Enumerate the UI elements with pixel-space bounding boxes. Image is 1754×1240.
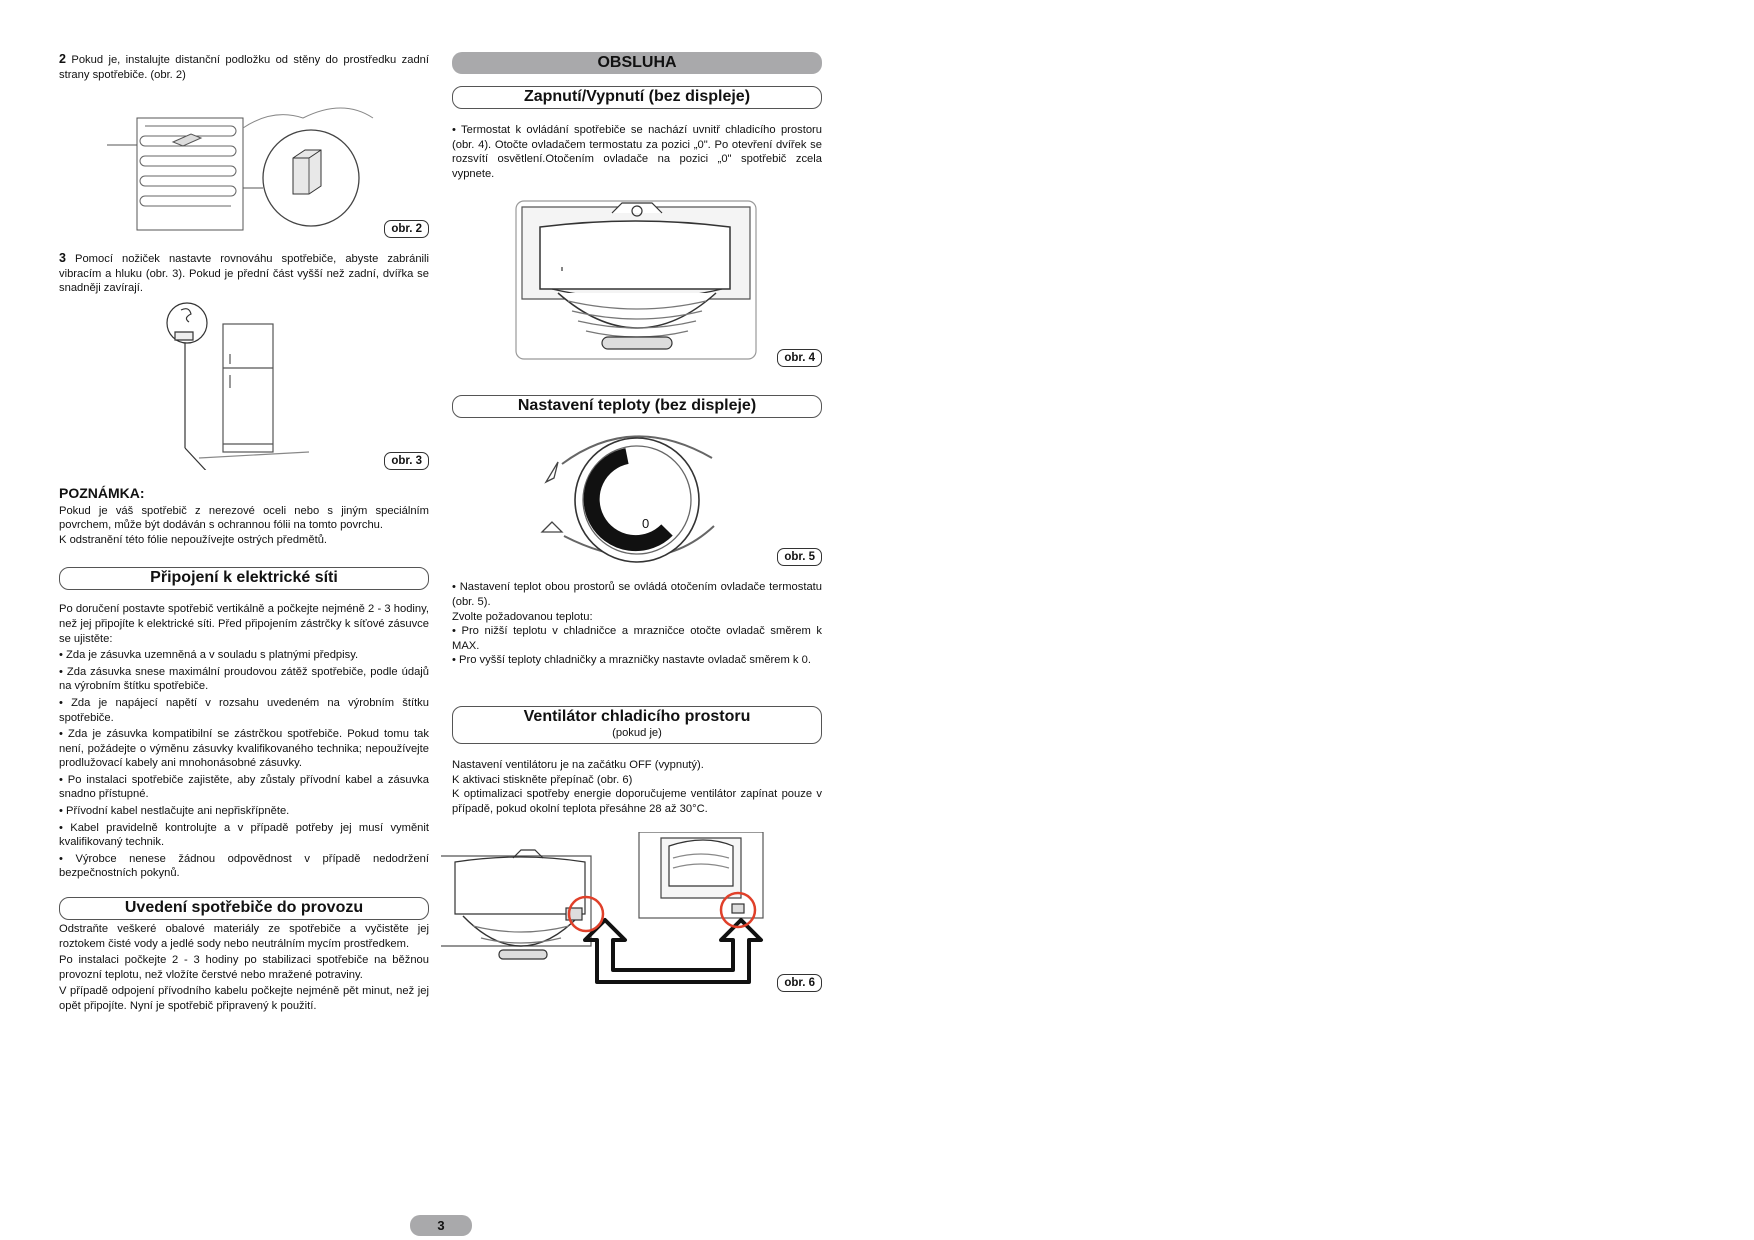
left-column (59, 52, 429, 1016)
fan-heading-sub: (pokud je) (612, 726, 662, 739)
thermostat-housing-illustration (452, 197, 822, 367)
figure-2-label: obr. 2 (384, 220, 429, 238)
note-title: POZNÁMKA: (59, 484, 145, 501)
electric-heading: Připojení k elektrické síti (59, 567, 429, 590)
electric-item: • Výrobce nenese žádnou odpovědnost v případě nedodržení bezpečnostních pokynů. (59, 852, 429, 880)
spacer-illustration (59, 88, 429, 238)
leveling-feet-illustration (59, 300, 429, 470)
fan-line-1: Nastavení ventilátoru je na začátku OFF (vypnutý). (452, 758, 704, 771)
temp-line-3: • Pro nižší teplotu v chladničce a mrazničce otočte ovladač směrem k MAX. (452, 625, 822, 652)
figure-6 (441, 832, 822, 992)
fan-heading (452, 706, 822, 744)
electric-item: • Kabel pravidelně kontrolujte a v případě potřeby jej musí vyměnit kvalifikovaný technik. (59, 821, 429, 849)
thermostat-dial-illustration (452, 426, 822, 566)
electric-item: • Přívodní kabel nestlačujte ani nepřiskřípněte. (59, 805, 290, 818)
startup-p3: V případě odpojení přívodního kabelu počkejte nejméně pět minut, než jej opět připojíte. Nyní je spotřebič připravený k použití. (59, 985, 429, 1012)
electric-section (59, 602, 429, 881)
temp-line-2: Zvolte požadovanou teplotu: (452, 610, 593, 623)
fan-switch-illustration (441, 832, 822, 992)
obsluha-heading: OBSLUHA (452, 52, 822, 74)
figure-3-label: obr. 3 (384, 452, 429, 470)
electric-item: • Zda zásuvka snese maximální proudovou zátěž spotřebiče, podle údajů na výrobním štítku spotřebiče. (59, 665, 429, 693)
startup-p2: Po instalaci počkejte 2 - 3 hodiny po stabilizaci spotřebiče na běžnou provozní teplotu, než vložíte čerstvé nebo mražené potraviny. (59, 954, 429, 981)
electric-item: • Po instalaci spotřebiče zajistěte, aby zůstaly přívodní kabel a zásuvka snadno přístupné. (59, 773, 429, 801)
step3-number: 3 (59, 251, 66, 266)
temp-line-1: • Nastavení teplot obou prostorů se ovládá otočením ovladače termostatu (obr. 5). (452, 581, 822, 608)
figure-5-label: obr. 5 (777, 548, 822, 566)
figure-6-label: obr. 6 (777, 974, 822, 992)
page-number: 3 (410, 1215, 472, 1236)
electric-item: • Zda je zásuvka uzemněná a v souladu s platnými předpisy. (59, 649, 359, 662)
step2-body: Pokud je, instalujte distanční podložku od stěny do prostředku zadní strany spotřebiče. (obr. 2) (59, 54, 430, 81)
onoff-heading: Zapnutí/Vypnutí (bez displeje) (452, 86, 822, 109)
electric-item: • Zda je napájecí napětí v rozsahu uvedeném na výrobním štítku spotřebiče. (59, 696, 429, 724)
right-column (452, 52, 822, 992)
fan-heading-title: Ventilátor chladicího prostoru (523, 707, 751, 725)
startup-p1: Odstraňte veškeré obalové materiály ze spotřebiče a vyčistěte jej roztokem čisté vody a jedlé sody nebo neutrálním mycím prostředkem. (59, 923, 429, 950)
fan-line-3: K optimalizaci spotřeby energie doporučujeme ventilátor zapínat pouze v případě, pokud okolní teplota přesáhne 28 až 30°C. (452, 788, 822, 815)
temp-instructions (452, 580, 822, 668)
figure-2 (59, 88, 429, 238)
step3-text (59, 251, 429, 296)
fan-instructions (452, 758, 822, 816)
figure-4-label: obr. 4 (777, 349, 822, 367)
onoff-text: • Termostat k ovládání spotřebiče se nachází uvnitř chladicího prostoru (obr. 4). Otočte ovladačem termostatu za pozici „0". Po otevření dvířek se rozsvítí osvětlení.Otočením ovladače na pozici „0" spotřebič zcela vypnete. (452, 124, 822, 180)
note-text-2: K odstranění této fólie nepoužívejte ostrých předmětů. (59, 533, 328, 546)
dial-zero-label: 0 (642, 516, 650, 532)
temp-heading: Nastavení teploty (bez displeje) (452, 395, 822, 418)
figure-3 (59, 300, 429, 470)
dial-max-label: MAX (607, 497, 633, 532)
note-block (59, 486, 429, 547)
step2-number: 2 (59, 52, 66, 66)
figure-4 (452, 197, 822, 367)
note-text-1: Pokud je váš spotřebič z nerezové oceli nebo s jiným speciálním povrchem, může být dodáván s ochrannou fólii na tomto povrchu. (59, 504, 429, 532)
step2-text (59, 52, 429, 82)
startup-heading: Uvedení spotřebiče do provozu (59, 897, 429, 920)
step3-body: Pomocí nožiček nastavte rovnováhu spotřebiče, abyste zabránili vibracím a hluku (obr. 3). Pokud je přední část vyšší než zadní, dvířka se snadněji zavírají. (59, 253, 429, 295)
startup-section (59, 922, 429, 1014)
temp-line-4: • Pro vyšší teploty chladničky a mrazničky nastavte ovladač směrem k 0. (452, 654, 811, 667)
electric-intro: Po doručení postavte spotřebič vertikálně a počkejte nejméně 2 - 3 hodiny, než jej připojíte k elektrické síti. Před připojením zástrčky k síťové zásuvce se ujistěte: (59, 603, 429, 645)
electric-item: • Zda je zásuvka kompatibilní se zástrčkou spotřebiče. Pokud tomu tak není, požádejte o výměnu zásuvky kvalifikovaného technika; nepoužívejte prodlužovací kabely ani mnohonásobné zásuvky. (59, 728, 429, 770)
fan-line-2: K aktivaci stiskněte přepínač (obr. 6) (452, 773, 633, 786)
figure-5 (452, 426, 822, 566)
